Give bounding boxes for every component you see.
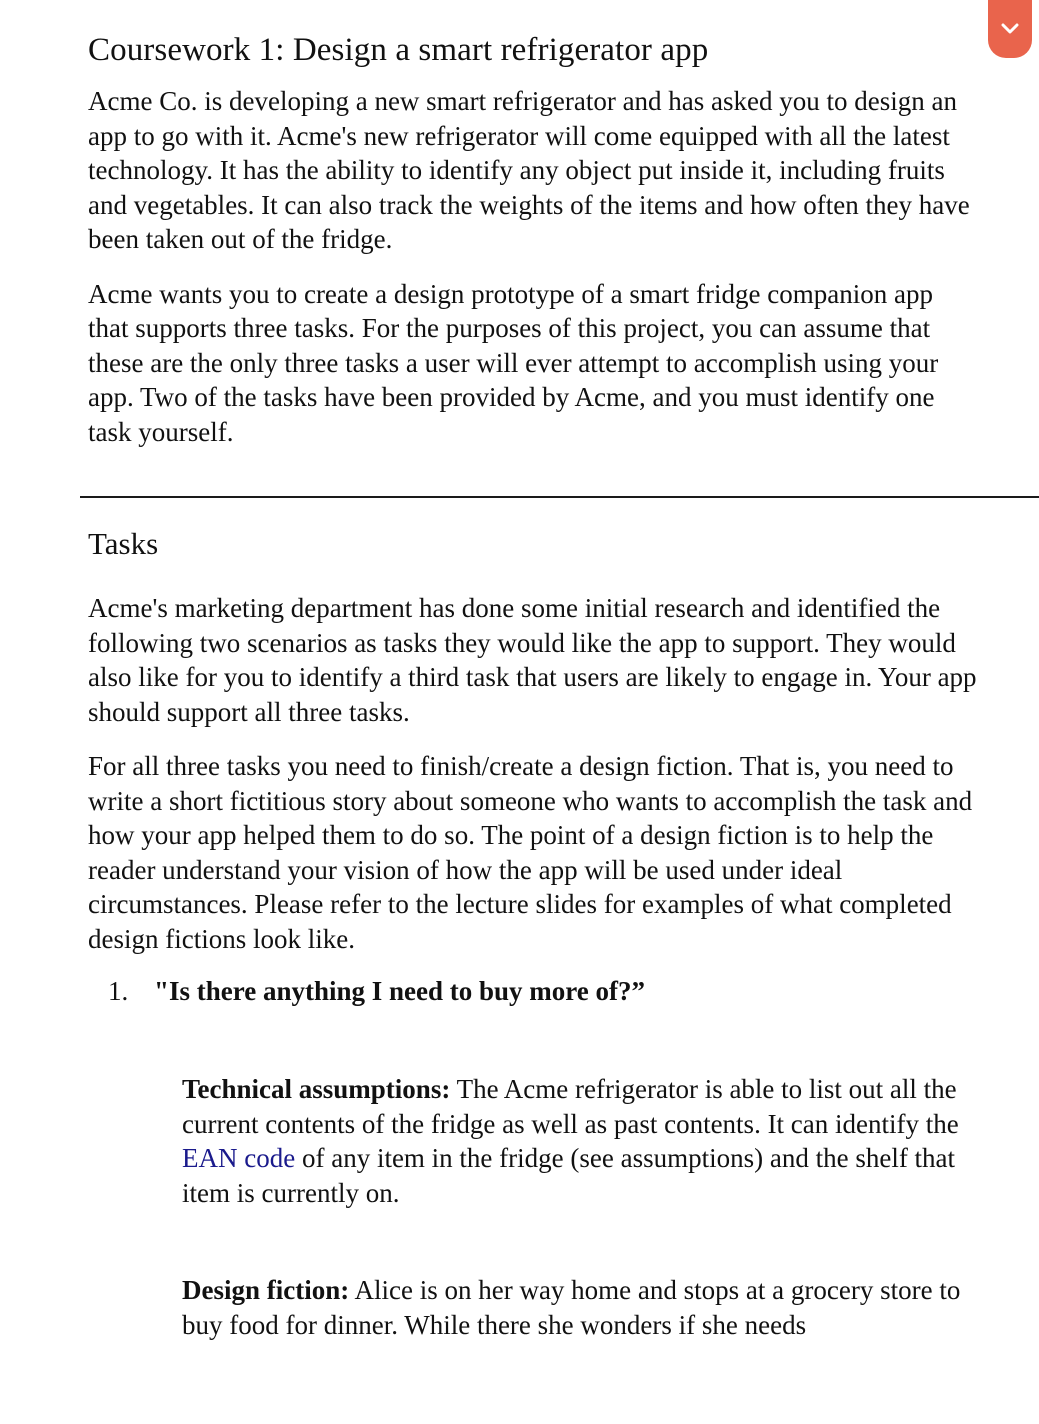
tasks-paragraph-1: Acme's marketing department has done some initial research and identified the following two scenarios as tasks they would like the app to support. They would also like for you to identify a third task that users are likely to engage in. Your app should support all three tasks.: [88, 593, 977, 727]
design-fiction-block: [182, 1273, 972, 1342]
task-list-item-1: [108, 973, 645, 1009]
technical-assumptions-text-end: of any item in the fridge (see assumptions) and the shelf that item is currently on.: [182, 1143, 956, 1208]
section-divider: [80, 496, 1039, 498]
chevron-down-icon: [1001, 23, 1019, 35]
technical-assumptions-text: The Acme refrigerator is able to list out all the current contents of the fridge as well as past contents. It can identify the: [182, 1074, 959, 1139]
technical-assumptions-block: [182, 1072, 972, 1210]
design-fiction-text: Alice is on her way home and stops at a grocery store to buy food for dinner. While there she wonders if she needs: [182, 1275, 961, 1340]
design-fiction-label: Design fiction:: [182, 1275, 350, 1305]
tasks-paragraph-2: For all three tasks you need to finish/create a design fiction. That is, you need to write a short fictitious story about someone who wants to accomplish the task and how your app helped them to do so. The point of a design fiction is to help the reader understand your vision of how the app will be used under ideal circumstances. Please refer to the lecture slides for examples of what completed design fictions look like.: [88, 751, 973, 954]
task-number: 1.: [108, 976, 129, 1006]
intro-section: [88, 26, 978, 469]
next-page-button[interactable]: [988, 0, 1032, 58]
tasks-section: [88, 523, 978, 976]
page-title: Coursework 1: Design a smart refrigerator app: [88, 32, 709, 68]
intro-paragraph-1: Acme Co. is developing a new smart refrigerator and has asked you to design an app to go with it. Acme's new refrigerator will come equipped with all the latest technology. It has the ability to identify any object put inside it, including fruits and vegetables. It can also track the weights of the items and how often they have been taken out of the fridge.: [88, 86, 970, 254]
tasks-heading: Tasks: [88, 526, 159, 561]
ean-code-link[interactable]: EAN code: [182, 1143, 296, 1173]
intro-paragraph-2: Acme wants you to create a design prototype of a smart fridge companion app that supports three tasks. For the purposes of this project, you can assume that these are the only three tasks a user will ever attempt to accomplish using your app. Two of the tasks have been provided by Acme, and you must identify one task yourself.: [88, 278, 939, 447]
technical-assumptions-label: Technical assumptions:: [182, 1074, 451, 1104]
task-question: "Is there anything I need to buy more of?”: [154, 976, 646, 1006]
